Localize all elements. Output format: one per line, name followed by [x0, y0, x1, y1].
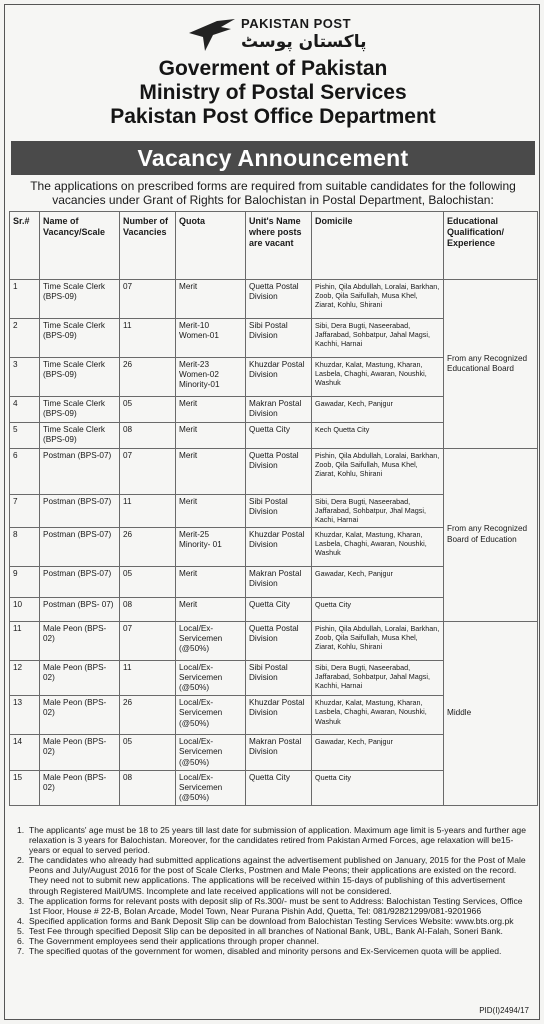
cell-unit: Khuzdar Postal Division — [246, 527, 312, 566]
vacancy-table-body — [10, 280, 538, 806]
cell-name: Postman (BPS-07) — [40, 495, 120, 528]
cell-name: Time Scale Clerk (BPS-09) — [40, 397, 120, 423]
cell-name: Male Peon (BPS-02) — [40, 621, 120, 660]
vacancy-announcement-banner: Vacancy Announcement — [11, 141, 535, 175]
note-number: 2. — [17, 855, 25, 866]
cell-quota: Local/Ex-Servicemen (@50%) — [176, 770, 246, 806]
cell-domicile: Sibi, Dera Bugti, Naseerabad, Jaffarabad, Sohbatpur, Jahal Magsi, Kachhi, Harnai — [312, 319, 444, 358]
logo-brand-ur: پاکستان پوسٹ — [241, 32, 367, 52]
cell-name: Male Peon (BPS-02) — [40, 735, 120, 771]
cell-sr: 4 — [10, 397, 40, 423]
col-header-quota: Quota — [176, 212, 246, 280]
cell-name: Time Scale Clerk (BPS-09) — [40, 423, 120, 449]
cell-number: 26 — [120, 527, 176, 566]
note-item — [17, 896, 533, 916]
cell-number: 05 — [120, 397, 176, 423]
cell-quota: Merit-10 Women-01 — [176, 319, 246, 358]
note-item — [17, 936, 533, 946]
header-line-government: Goverment of Pakistan — [158, 57, 388, 80]
cell-domicile: Khuzdar, Kalat, Mastung, Kharan, Lasbela, Chaghi, Awaran, Noushki, Washuk — [312, 358, 444, 397]
cell-sr: 9 — [10, 566, 40, 597]
cell-sr: 11 — [10, 621, 40, 660]
cell-unit: Quetta Postal Division — [246, 280, 312, 319]
cell-quota: Local/Ex-Servicemen (@50%) — [176, 621, 246, 660]
cell-quota: Merit — [176, 280, 246, 319]
cell-number: 08 — [120, 770, 176, 806]
cell-quota: Local/Ex-Servicemen (@50%) — [176, 660, 246, 696]
pakistan-post-logo — [181, 13, 401, 57]
cell-name: Time Scale Clerk (BPS-09) — [40, 319, 120, 358]
cell-name: Postman (BPS-07) — [40, 527, 120, 566]
cell-quota: Merit — [176, 449, 246, 495]
note-number: 1. — [17, 825, 25, 835]
cell-name: Time Scale Clerk (BPS-09) — [40, 280, 120, 319]
cell-education-group: Middle — [444, 621, 538, 806]
cell-number: 11 — [120, 319, 176, 358]
note-text: The candidates who already had submitted applications against the advertisement published on January, 2015 for the Post of Male Peons and July/August 2016 for the post of Scale Clerks, Postmen and Male Peons; their applications are existed on the record. They need not to submit new applications. The applications will be received within 15-days of publishing of this advertisement through Registered Mail/UMS. Incomplete and late received applications will not be considered. — [29, 855, 526, 896]
col-header-unit: Unit's Name where posts are vacant — [246, 212, 312, 280]
note-text: Specified application forms and Bank Deposit Slip can be download from Balochistan Testing Services Website: www.bts.org.pk — [29, 915, 514, 926]
vacancy-table — [9, 211, 538, 806]
cell-domicile: Sibi, Dera Bugti, Naseerabad, Jaffarabad, Sohbatpur, Jahal Magsi, Kachhi, Harnai — [312, 660, 444, 696]
col-header-domicile: Domicile — [312, 212, 444, 280]
cell-domicile: Pishin, Qila Abdullah, Loralai, Barkhan, Zoob, Qila Saifullah, Musa Khel, Ziarat, Kohlu, Shirani — [312, 449, 444, 495]
header — [5, 5, 541, 143]
cell-unit: Sibi Postal Division — [246, 319, 312, 358]
pid-number: PID(I)2494/17 — [479, 1006, 529, 1015]
logo-brand-en: PAKISTAN POST — [241, 16, 352, 31]
cell-unit: Makran Postal Division — [246, 397, 312, 423]
cell-education-group: From any Recognized Educational Board — [444, 280, 538, 449]
cell-quota: Merit — [176, 397, 246, 423]
table-header-row — [10, 212, 538, 280]
header-line-ministry: Ministry of Postal Services — [139, 81, 407, 104]
cell-number: 08 — [120, 597, 176, 621]
cell-number: 08 — [120, 423, 176, 449]
cell-sr: 10 — [10, 597, 40, 621]
col-header-number: Number of Vacancies — [120, 212, 176, 280]
note-text: The application forms for relevant posts with deposit slip of Rs.300/- must be sent to Address: Balochistan Testing Services, Office 1st Floor, House # 22-B, Bolan Arcade, Model Town, Near Purana Pishin Add, Quetta, Tel: 081/92821299/081-9201966 — [29, 895, 523, 916]
note-text: The Government employees send their applications through proper channel. — [29, 936, 319, 947]
cell-unit: Makran Postal Division — [246, 566, 312, 597]
cell-domicile: Pishin, Qila Abdullah, Loralai, Barkhan, Zoob, Qila Saifullah, Musa Khel, Ziarat, Kohlu, Shirani — [312, 280, 444, 319]
cell-domicile: Quetta City — [312, 597, 444, 621]
cell-domicile: Quetta City — [312, 770, 444, 806]
note-item — [17, 825, 533, 855]
cell-sr: 15 — [10, 770, 40, 806]
cell-sr: 8 — [10, 527, 40, 566]
cell-quota: Merit — [176, 566, 246, 597]
cell-unit: Sibi Postal Division — [246, 660, 312, 696]
table-row — [10, 621, 538, 660]
col-header-education: Educational Qualification/ Experience — [444, 212, 538, 280]
cell-domicile: Sibi, Dera Bugti, Naseerabad, Jaffarabad, Sohbatpur, Jhal Magsi, Kachi, Harnai — [312, 495, 444, 528]
note-item — [17, 946, 533, 956]
cell-sr: 5 — [10, 423, 40, 449]
note-text: The specified quotas of the government for women, disabled and minority persons and Ex-Servicemen quota will be applied. — [29, 946, 502, 957]
cell-sr: 7 — [10, 495, 40, 528]
cell-name: Male Peon (BPS-02) — [40, 770, 120, 806]
note-number: 7. — [17, 946, 25, 957]
note-item — [17, 926, 533, 936]
note-number: 5. — [17, 925, 25, 936]
cell-sr: 6 — [10, 449, 40, 495]
cell-unit: Quetta City — [246, 423, 312, 449]
cell-domicile: Gawadar, Kech, Panjgur — [312, 735, 444, 771]
cell-sr: 1 — [10, 280, 40, 319]
cell-quota: Local/Ex-Servicemen (@50%) — [176, 696, 246, 735]
cell-unit: Quetta Postal Division — [246, 449, 312, 495]
cell-name: Postman (BPS-07) — [40, 449, 120, 495]
intro-paragraph: The applications on prescribed forms are required from suitable candidates for the following vacancies under Grant of Rights for Balochistan in Postal Department, Balochistan: — [30, 179, 516, 207]
cell-sr: 3 — [10, 358, 40, 397]
cell-unit: Quetta City — [246, 770, 312, 806]
pakistan-post-bird-icon — [187, 17, 237, 53]
cell-number: 11 — [120, 660, 176, 696]
cell-quota: Merit — [176, 423, 246, 449]
cell-quota: Merit-25 Minority- 01 — [176, 527, 246, 566]
cell-name: Postman (BPS-07) — [40, 566, 120, 597]
advertisement-page — [4, 4, 540, 1020]
cell-name: Male Peon (BPS-02) — [40, 696, 120, 735]
cell-number: 07 — [120, 621, 176, 660]
cell-quota: Local/Ex-Servicemen (@50%) — [176, 735, 246, 771]
cell-unit: Sibi Postal Division — [246, 495, 312, 528]
col-header-name: Name of Vacancy/Scale — [40, 212, 120, 280]
cell-sr: 13 — [10, 696, 40, 735]
cell-number: 05 — [120, 566, 176, 597]
cell-education-group: From any Recognized Board of Education — [444, 449, 538, 622]
cell-quota: Merit-23 Women-02 Minority-01 — [176, 358, 246, 397]
cell-domicile: Khuzdar, Kalat, Mastung, Kharan, Lasbela, Chaghi, Awaran, Noushki, Washuk — [312, 696, 444, 735]
cell-number: 05 — [120, 735, 176, 771]
cell-sr: 12 — [10, 660, 40, 696]
cell-number: 26 — [120, 358, 176, 397]
cell-domicile: Gawadar, Kech, Panjgur — [312, 397, 444, 423]
cell-quota: Merit — [176, 495, 246, 528]
cell-unit: Makran Postal Division — [246, 735, 312, 771]
cell-number: 07 — [120, 449, 176, 495]
cell-unit: Khuzdar Postal Division — [246, 696, 312, 735]
note-text: Test Fee through specified Deposit Slip can be deposited in all branches of National Bank, UBL, Bank Al-Falah, Soneri Bank. — [29, 925, 503, 936]
cell-sr: 14 — [10, 735, 40, 771]
notes-list — [17, 825, 533, 956]
header-line-department: Pakistan Post Office Department — [110, 105, 436, 128]
cell-domicile: Pishin, Qila Abdullah, Loralai, Barkhan, Zoob, Qila Saifullah, Musa Khel, Ziarat, Kohlu, Shirani — [312, 621, 444, 660]
cell-unit: Quetta Postal Division — [246, 621, 312, 660]
table-row — [10, 449, 538, 495]
note-number: 6. — [17, 936, 25, 947]
cell-unit: Quetta City — [246, 597, 312, 621]
note-text: The applicants' age must be 18 to 25 years till last date for submission of application. Maximum age limit is 5-years and further age relaxation is 3 years for Balochistan. Moreover, for the candidates retired from Pakistan Armed Forces, age relaxation will be15-years or equal to served period. — [29, 825, 526, 856]
cell-domicile: Khuzdar, Kalat, Mastung, Kharan, Lasbela, Chaghi, Awaran, Noushki, Washuk — [312, 527, 444, 566]
cell-name: Postman (BPS- 07) — [40, 597, 120, 621]
note-number: 3. — [17, 895, 25, 906]
cell-name: Male Peon (BPS-02) — [40, 660, 120, 696]
table-row — [10, 280, 538, 319]
cell-quota: Merit — [176, 597, 246, 621]
note-item — [17, 916, 533, 926]
cell-number: 07 — [120, 280, 176, 319]
cell-unit: Khuzdar Postal Division — [246, 358, 312, 397]
cell-domicile: Kech Quetta City — [312, 423, 444, 449]
cell-sr: 2 — [10, 319, 40, 358]
cell-number: 11 — [120, 495, 176, 528]
note-number: 4. — [17, 915, 25, 926]
note-item — [17, 855, 533, 895]
col-header-sr: Sr.# — [10, 212, 40, 280]
cell-name: Time Scale Clerk (BPS-09) — [40, 358, 120, 397]
cell-domicile: Gawadar, Kech, Panjgur — [312, 566, 444, 597]
cell-number: 26 — [120, 696, 176, 735]
